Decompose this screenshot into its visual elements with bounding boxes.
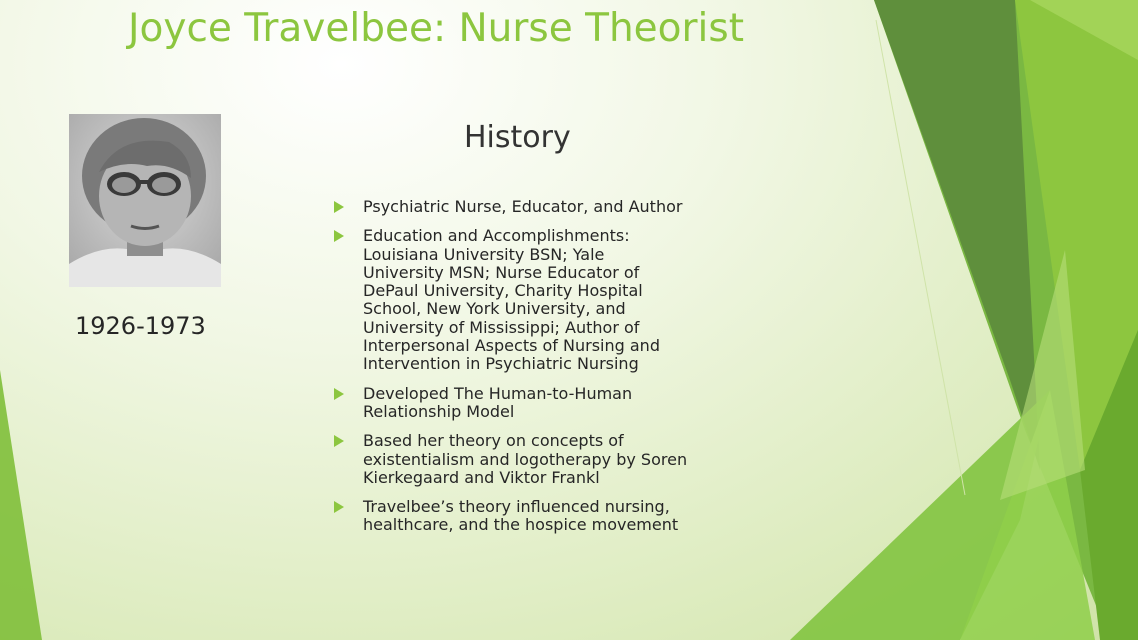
bullet-text: Education and Accomplishments: Louisiana University BSN; Yale University MSN; Nurse Educator of DePaul University, Charity Hospital School, New York University, and University of Mississippi; Author of Interpersonal Aspects of Nursing and Intervention in Psychiatric Nursing	[363, 226, 660, 374]
bullet-item	[332, 198, 752, 216]
portrait-photo	[69, 114, 221, 287]
triangle-right-bullet-icon	[332, 434, 346, 448]
triangle-right-bullet-icon	[332, 500, 346, 514]
bullet-text: Based her theory on concepts of existentialism and logotherapy by Soren Kierkegaard and Viktor Frankl	[363, 431, 688, 487]
bullet-text: Developed The Human-to-Human Relationship Model	[363, 383, 633, 421]
section-heading: History	[464, 120, 571, 155]
life-years: 1926-1973	[75, 312, 206, 340]
bullet-text: Psychiatric Nurse, Educator, and Author	[363, 197, 683, 216]
bullet-item	[332, 227, 752, 373]
history-bullet-list	[332, 198, 752, 546]
bullet-item	[332, 432, 752, 487]
triangle-right-bullet-icon	[332, 200, 346, 214]
bullet-text: Travelbee’s theory influenced nursing, healthcare, and the hospice movement	[363, 497, 679, 535]
bullet-item	[332, 498, 752, 535]
bullet-item	[332, 385, 752, 422]
triangle-right-bullet-icon	[332, 387, 346, 401]
triangle-right-bullet-icon	[332, 229, 346, 243]
portrait-image	[69, 114, 221, 287]
slide-title: Joyce Travelbee: Nurse Theorist	[128, 6, 745, 51]
